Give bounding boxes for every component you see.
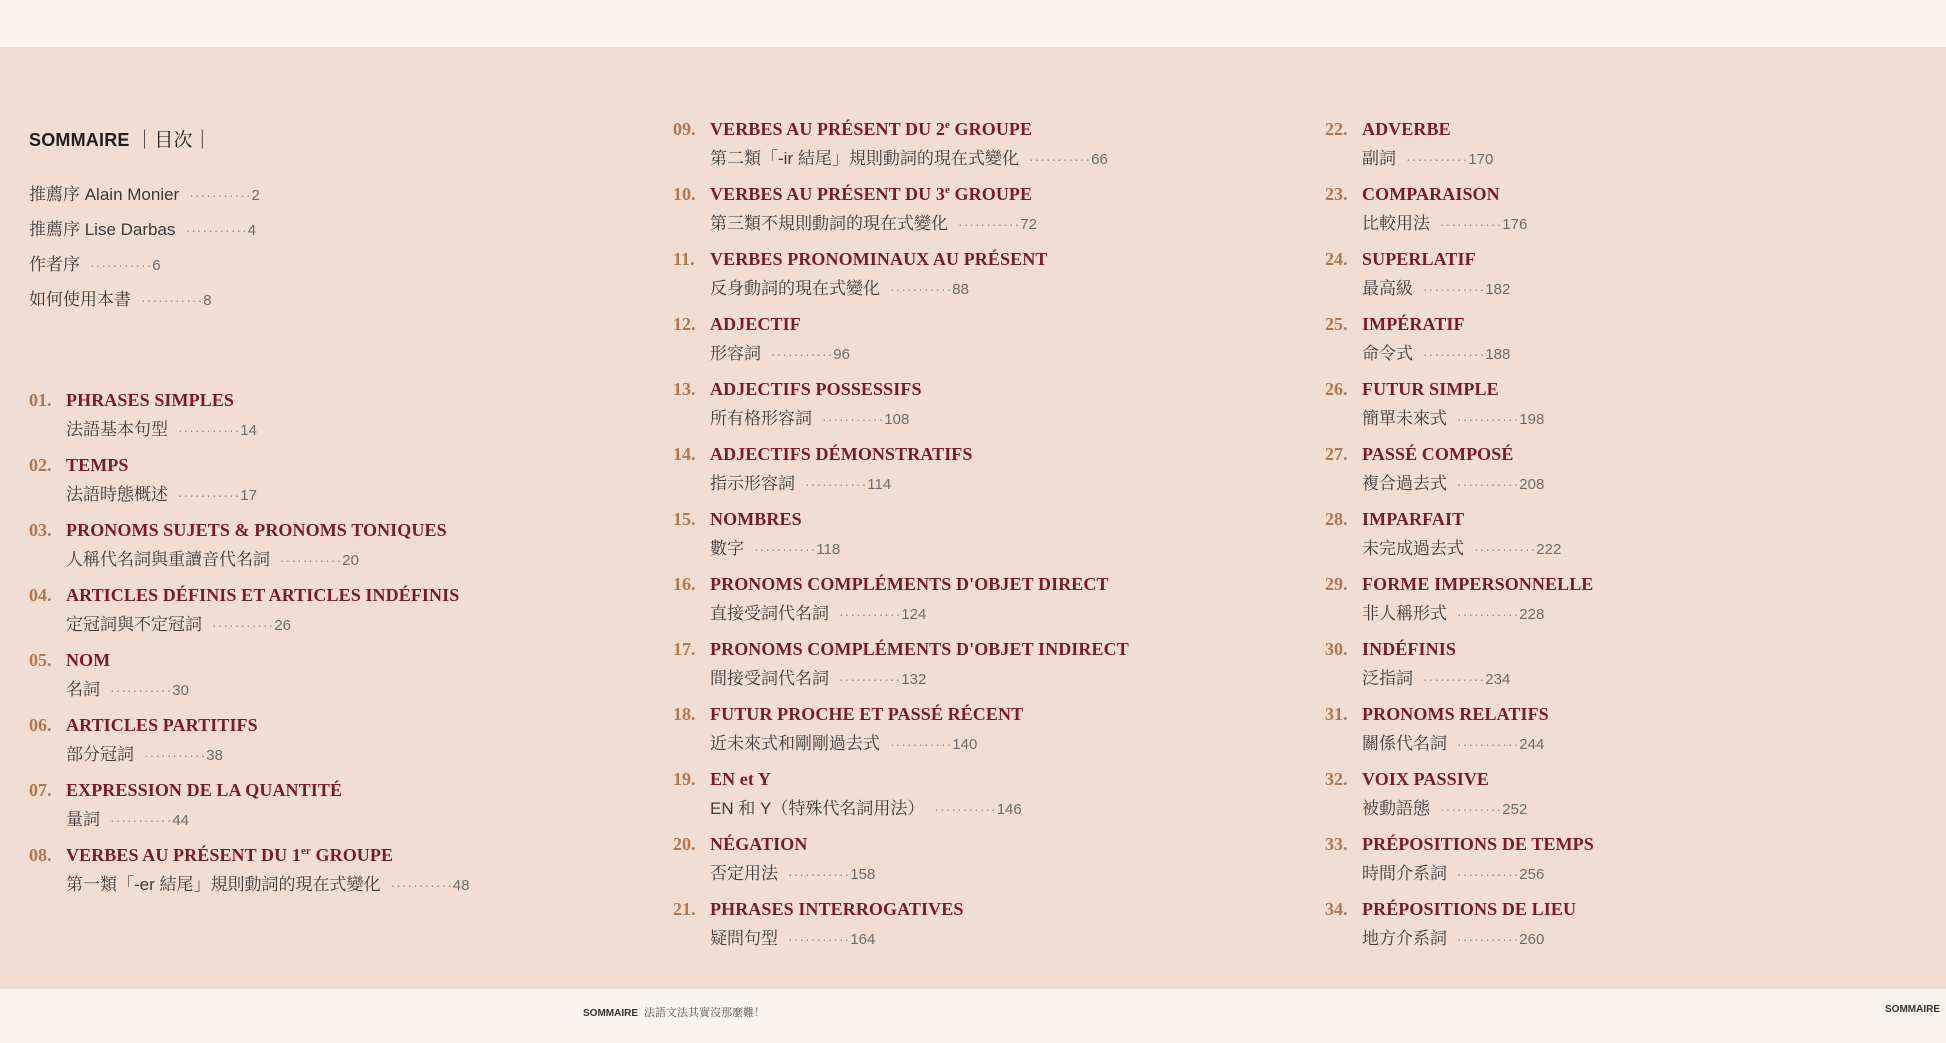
page-number: 118 [816, 541, 841, 558]
chapter-number: 34. [1325, 899, 1348, 919]
page-number: 48 [452, 877, 470, 894]
leader-dots: ··········· [822, 411, 885, 427]
chapter-title-fr-text: PASSÉ COMPOSÉ [1362, 444, 1514, 464]
chapter-number: 27. [1325, 444, 1348, 464]
leader-dots: ··········· [178, 487, 241, 503]
chapter-subtitle-zh [710, 534, 840, 559]
chapter-title-fr-text: PRONOMS SUJETS & PRONOMS TONIQUES [66, 520, 447, 540]
chapter-subtitle-zh [710, 469, 891, 494]
leader-dots: ··········· [890, 736, 953, 752]
page-number: 222 [1536, 541, 1562, 558]
page-number: 108 [884, 411, 910, 428]
chapter-number: 23. [1325, 184, 1348, 204]
chapter-title-fr [1362, 119, 1451, 140]
chapter-title-fr [1362, 574, 1593, 595]
chapter-title-fr [1362, 314, 1465, 335]
preface-item[interactable] [29, 285, 260, 320]
chapter-title-fr [710, 509, 802, 530]
chapter-title-fr-text: VOIX PASSIVE [1362, 769, 1490, 789]
leader-dots: ··········· [1423, 346, 1486, 362]
page-number: 176 [1502, 216, 1528, 233]
chapter-subtitle-zh [710, 664, 926, 689]
leader-dots: ··········· [958, 216, 1021, 232]
chapter-title-fr-text: NOM [66, 650, 111, 670]
chapter-number: 04. [29, 585, 52, 605]
chapter-title-fr-text: VERBES AU PRÉSENT DU 2 [710, 119, 945, 139]
chapter-title-zh: 副詞 [1362, 149, 1396, 168]
chapter-title-fr [1362, 639, 1456, 660]
chapter-title-zh: 名詞 [66, 680, 100, 699]
chapter-subtitle-zh [1362, 664, 1510, 689]
chapter-subtitle-zh [1362, 404, 1544, 429]
chapter-title-fr [710, 444, 973, 465]
ordinal-superscript: e [944, 119, 950, 131]
chapter-title-fr [710, 899, 963, 920]
chapter-subtitle-zh [710, 794, 1022, 819]
chapter-subtitle-zh [1362, 794, 1527, 819]
leader-dots: ··········· [110, 812, 173, 828]
leader-dots: ··········· [1457, 606, 1520, 622]
chapter-subtitle-zh [66, 610, 291, 635]
footer-fr: SOMMAIRE [583, 1008, 638, 1019]
chapter-title-fr [66, 585, 459, 606]
chapter-number: 30. [1325, 639, 1348, 659]
page-number: 146 [996, 801, 1022, 818]
chapter-title-zh: 關係代名詞 [1362, 734, 1447, 753]
chapter-title-zh: 第一類「-er 結尾」規則動詞的現在式變化 [66, 875, 381, 894]
chapter-subtitle-zh [710, 859, 875, 884]
chapter-title-fr [1362, 834, 1594, 855]
chapter-title-fr-suffix: GROUPE [310, 845, 394, 865]
chapter-title-fr [1362, 509, 1464, 530]
leader-dots: ··········· [189, 187, 252, 203]
chapter-title-fr-suffix: GROUPE [949, 119, 1033, 139]
page-number: 114 [867, 476, 892, 493]
chapter-subtitle-zh [710, 339, 850, 364]
preface-label: 如何使用本書 [29, 290, 131, 309]
leader-dots: ··········· [1474, 541, 1537, 557]
leader-dots: ··········· [185, 222, 248, 238]
leader-dots: ··········· [839, 671, 902, 687]
chapter-title-fr-suffix: GROUPE [949, 184, 1033, 204]
page-number: 30 [172, 682, 189, 699]
page-title [29, 125, 212, 152]
chapter-title-fr [1362, 249, 1476, 270]
chapter-title-zh: 直接受詞代名詞 [710, 604, 829, 623]
chapter-title-fr-text: PRONOMS COMPLÉMENTS D'OBJET DIRECT [710, 574, 1109, 594]
chapter-title-fr [66, 520, 447, 541]
page-number: 132 [901, 671, 927, 688]
chapter-title-zh: EN 和 Y（特殊代名詞用法） [710, 799, 925, 818]
chapter-title-fr-text: SUPERLATIF [1362, 249, 1476, 269]
preface-item[interactable] [29, 180, 260, 215]
page-number: 252 [1502, 801, 1528, 818]
chapter-title-fr-text: NOMBRES [710, 509, 802, 529]
leader-dots: ··········· [754, 541, 817, 557]
page-number: 17 [240, 487, 257, 504]
chapter-number: 26. [1325, 379, 1348, 399]
leader-dots: ··········· [1440, 216, 1503, 232]
chapter-number: 02. [29, 455, 52, 475]
page-number: 4 [247, 222, 257, 239]
chapter-number: 08. [29, 845, 52, 865]
page-number: 38 [206, 747, 223, 764]
page-number: 44 [172, 812, 189, 829]
chapter-title-zh: 近未來式和剛剛過去式 [710, 734, 880, 753]
chapter-number: 06. [29, 715, 52, 735]
chapter-number: 28. [1325, 509, 1348, 529]
leader-dots: ··········· [1457, 411, 1520, 427]
page-number: 188 [1485, 346, 1511, 363]
chapter-title-zh: 形容詞 [710, 344, 761, 363]
chapter-number: 11. [673, 249, 695, 269]
page-number: 228 [1519, 606, 1545, 623]
chapter-title-fr-text: FUTUR PROCHE ET PASSÉ RÉCENT [710, 704, 1024, 724]
chapter-number: 15. [673, 509, 696, 529]
leader-dots: ··········· [90, 257, 153, 273]
page-number: 14 [240, 422, 257, 439]
chapter-title-fr-text: IMPÉRATIF [1362, 314, 1465, 334]
chapter-title-fr-text: PRONOMS RELATIFS [1362, 704, 1549, 724]
chapter-title-fr-text: TEMPS [66, 455, 129, 475]
chapter-number: 03. [29, 520, 52, 540]
page-number: 6 [152, 257, 161, 274]
chapter-subtitle-zh [710, 599, 926, 624]
chapter-title-fr [66, 390, 234, 411]
chapter-subtitle-zh [66, 870, 469, 895]
chapter-subtitle-zh [1362, 924, 1544, 949]
page-number: 8 [203, 292, 212, 309]
chapter-title-fr-text: ADJECTIF [710, 314, 801, 334]
chapter-title-zh: 指示形容詞 [710, 474, 795, 493]
chapter-subtitle-zh [1362, 729, 1544, 754]
chapter-title-fr [710, 834, 807, 855]
chapter-title-zh: 時間介系詞 [1362, 864, 1447, 883]
chapter-subtitle-zh [710, 404, 909, 429]
chapter-title-zh: 法語時態概述 [66, 485, 168, 504]
chapter-number: 32. [1325, 769, 1348, 789]
chapter-title-zh: 複合過去式 [1362, 474, 1447, 493]
chapter-title-zh: 非人稱形式 [1362, 604, 1447, 623]
chapter-title-fr [1362, 899, 1576, 920]
chapter-title-fr-text: ARTICLES PARTITIFS [66, 715, 258, 735]
chapter-title-zh: 命令式 [1362, 344, 1413, 363]
page-number: 26 [274, 617, 291, 634]
page-number: 96 [833, 346, 850, 363]
chapter-title-zh: 第二類「-ir 結尾」規則動詞的現在式變化 [710, 149, 1019, 168]
chapter-number: 16. [673, 574, 696, 594]
chapter-title-zh: 泛指詞 [1362, 669, 1413, 688]
chapter-title-fr-text: PHRASES SIMPLES [66, 390, 235, 410]
leader-dots: ··········· [110, 682, 173, 698]
leader-dots: ··········· [934, 801, 997, 817]
page-number: 234 [1485, 671, 1511, 688]
page-number: 88 [952, 281, 969, 298]
chapter-subtitle-zh [66, 740, 223, 765]
chapter-title-fr [710, 249, 1047, 270]
footer-right-label: SOMMAIRE [1885, 1004, 1940, 1015]
ordinal-superscript: er [300, 845, 311, 857]
chapter-subtitle-zh [1362, 469, 1544, 494]
chapter-title-fr-text: FUTUR SIMPLE [1362, 379, 1499, 399]
chapter-title-fr-text: VERBES PRONOMINAUX AU PRÉSENT [710, 249, 1048, 269]
chapter-title-zh: 人稱代名詞與重讀音代名詞 [66, 550, 270, 569]
chapter-number: 17. [673, 639, 696, 659]
chapter-subtitle-zh [710, 274, 969, 299]
chapter-subtitle-zh [1362, 339, 1510, 364]
page-number: 2 [251, 187, 260, 204]
chapter-subtitle-zh [1362, 274, 1510, 299]
page-number: 260 [1519, 931, 1545, 948]
chapter-title-fr-text: PRÉPOSITIONS DE TEMPS [1362, 834, 1594, 854]
chapter-subtitle-zh [710, 209, 1037, 234]
footer-zh: 法語文法其實沒那麼難！ [644, 1007, 765, 1019]
chapter-title-fr [1362, 444, 1514, 465]
preface-label: 推薦序 Lise Darbas [29, 220, 176, 239]
chapter-number: 14. [673, 444, 696, 464]
preface-label: 推薦序 Alain Monier [29, 185, 180, 204]
chapter-title-fr [710, 184, 1032, 205]
leader-dots: ··········· [1440, 801, 1503, 817]
chapter-title-fr-text: ADVERBE [1362, 119, 1451, 139]
chapter-title-zh: 被動語態 [1362, 799, 1430, 818]
chapter-number: 19. [673, 769, 696, 789]
page-number: 244 [1519, 736, 1545, 753]
page-number: 140 [952, 736, 978, 753]
chapter-number: 24. [1325, 249, 1348, 269]
leader-dots: ··········· [212, 617, 275, 633]
chapter-title-fr [1362, 769, 1489, 790]
page-number: 256 [1519, 866, 1545, 883]
chapter-number: 09. [673, 119, 696, 139]
chapter-number: 29. [1325, 574, 1348, 594]
chapter-number: 18. [673, 704, 696, 724]
chapter-title-zh: 反身動詞的現在式變化 [710, 279, 880, 298]
leader-dots: ··········· [141, 292, 204, 308]
chapter-title-fr [710, 639, 1129, 660]
leader-dots: ··········· [1457, 476, 1520, 492]
preface-item[interactable] [29, 250, 260, 285]
chapter-title-fr-text: ARTICLES DÉFINIS ET ARTICLES INDÉFINIS [66, 585, 460, 605]
chapter-title-fr [710, 769, 771, 790]
preface-list [29, 180, 260, 320]
chapter-subtitle-zh [66, 415, 257, 440]
chapter-title-fr [710, 379, 922, 400]
chapter-number: 10. [673, 184, 696, 204]
chapter-title-fr-text: ADJECTIFS POSSESSIFS [710, 379, 922, 399]
chapter-subtitle-zh [1362, 209, 1527, 234]
page-number: 124 [901, 606, 927, 623]
chapter-title-fr [710, 314, 801, 335]
chapter-subtitle-zh [710, 144, 1108, 169]
leader-dots: ··········· [890, 281, 953, 297]
chapter-title-zh: 地方介系詞 [1362, 929, 1447, 948]
chapter-title-fr-text: NÉGATION [710, 834, 808, 854]
chapter-title-zh: 法語基本句型 [66, 420, 168, 439]
chapter-number: 20. [673, 834, 696, 854]
chapter-subtitle-zh [710, 729, 977, 754]
page-number: 20 [342, 552, 359, 569]
chapter-title-fr-text: INDÉFINIS [1362, 639, 1456, 659]
leader-dots: ··········· [1028, 151, 1092, 167]
chapter-title-fr [66, 715, 258, 736]
chapter-subtitle-zh [66, 805, 189, 830]
chapter-title-zh: 疑問句型 [710, 929, 778, 948]
page-number: 72 [1020, 216, 1037, 233]
chapter-subtitle-zh [1362, 534, 1561, 559]
chapter-number: 13. [673, 379, 696, 399]
page-number: 182 [1485, 281, 1511, 298]
chapter-title-zh: 部分冠詞 [66, 745, 134, 764]
chapter-title-zh: 間接受詞代名詞 [710, 669, 829, 688]
page-number: 164 [850, 931, 876, 948]
chapter-title-fr-text: VERBES AU PRÉSENT DU 3 [710, 184, 945, 204]
leader-dots: ··········· [280, 552, 343, 568]
leader-dots: ··········· [1423, 671, 1486, 687]
chapter-subtitle-zh [1362, 144, 1493, 169]
chapter-title-fr [1362, 184, 1500, 205]
chapter-title-fr-text: FORME IMPERSONNELLE [1362, 574, 1594, 594]
chapter-number: 05. [29, 650, 52, 670]
chapter-number: 25. [1325, 314, 1348, 334]
chapter-subtitle-zh [66, 545, 359, 570]
chapter-title-fr [1362, 379, 1499, 400]
chapter-title-zh: 未完成過去式 [1362, 539, 1464, 558]
chapter-subtitle-zh [66, 480, 257, 505]
preface-item[interactable] [29, 215, 260, 250]
leader-dots: ··········· [788, 866, 851, 882]
chapter-title-fr-text: EXPRESSION DE LA QUANTITÉ [66, 780, 343, 800]
chapter-title-zh: 比較用法 [1362, 214, 1430, 233]
ordinal-superscript: e [944, 184, 950, 196]
chapter-title-fr-text: IMPARFAIT [1362, 509, 1465, 529]
chapter-title-fr [66, 780, 342, 801]
leader-dots: ··········· [1406, 151, 1469, 167]
chapter-title-zh: 簡單未來式 [1362, 409, 1447, 428]
leader-dots: ··········· [839, 606, 902, 622]
chapter-title-fr [710, 704, 1023, 725]
chapter-number: 12. [673, 314, 696, 334]
page-number: 208 [1519, 476, 1545, 493]
leader-dots: ··········· [178, 422, 241, 438]
chapter-title-fr [66, 845, 393, 866]
chapter-subtitle-zh [710, 924, 875, 949]
leader-dots: ··········· [144, 747, 207, 763]
title-fr: SOMMAIRE [29, 130, 130, 150]
leader-dots: ··········· [1457, 931, 1520, 947]
chapter-title-fr [66, 650, 110, 671]
chapter-subtitle-zh [1362, 859, 1544, 884]
leader-dots: ··········· [1457, 866, 1520, 882]
title-zh: ｜目次｜ [135, 130, 212, 151]
chapter-title-fr [66, 455, 129, 476]
leader-dots: ··········· [788, 931, 851, 947]
chapter-number: 31. [1325, 704, 1348, 724]
chapter-title-fr-text: PRONOMS COMPLÉMENTS D'OBJET INDIRECT [710, 639, 1129, 659]
chapter-title-fr [1362, 704, 1549, 725]
chapter-title-zh: 第三類不規則動詞的現在式變化 [710, 214, 948, 233]
leader-dots: ··········· [390, 877, 453, 893]
chapter-title-fr [710, 119, 1032, 140]
chapter-title-zh: 所有格形容詞 [710, 409, 812, 428]
chapter-title-fr-text: PRÉPOSITIONS DE LIEU [1362, 899, 1577, 919]
chapter-title-fr-text: COMPARAISON [1362, 184, 1500, 204]
leader-dots: ··········· [1423, 281, 1486, 297]
leader-dots: ··········· [805, 476, 868, 492]
leader-dots: ··········· [1457, 736, 1520, 752]
chapter-title-fr [710, 574, 1109, 595]
chapter-title-zh: 定冠詞與不定冠詞 [66, 615, 202, 634]
footer-running-title [583, 1004, 765, 1020]
chapter-title-fr-text: ADJECTIFS DÉMONSTRATIFS [710, 444, 973, 464]
chapter-title-fr-text: VERBES AU PRÉSENT DU 1 [66, 845, 301, 865]
chapter-title-zh: 否定用法 [710, 864, 778, 883]
chapter-number: 22. [1325, 119, 1348, 139]
chapter-number: 33. [1325, 834, 1348, 854]
chapter-number: 21. [673, 899, 696, 919]
chapter-number: 01. [29, 390, 52, 410]
chapter-title-fr-text: EN et Y [710, 769, 772, 789]
page-number: 158 [850, 866, 876, 883]
chapter-title-zh: 最高級 [1362, 279, 1413, 298]
chapter-title-zh: 量詞 [66, 810, 100, 829]
page-number: 198 [1519, 411, 1545, 428]
page-number: 66 [1091, 151, 1108, 168]
chapter-title-fr-text: PHRASES INTERROGATIVES [710, 899, 964, 919]
chapter-number: 07. [29, 780, 52, 800]
chapter-title-zh: 數字 [710, 539, 744, 558]
chapter-subtitle-zh [1362, 599, 1544, 624]
chapter-subtitle-zh [66, 675, 189, 700]
preface-label: 作者序 [29, 255, 80, 274]
leader-dots: ··········· [771, 346, 834, 362]
page-number: 170 [1468, 151, 1494, 168]
